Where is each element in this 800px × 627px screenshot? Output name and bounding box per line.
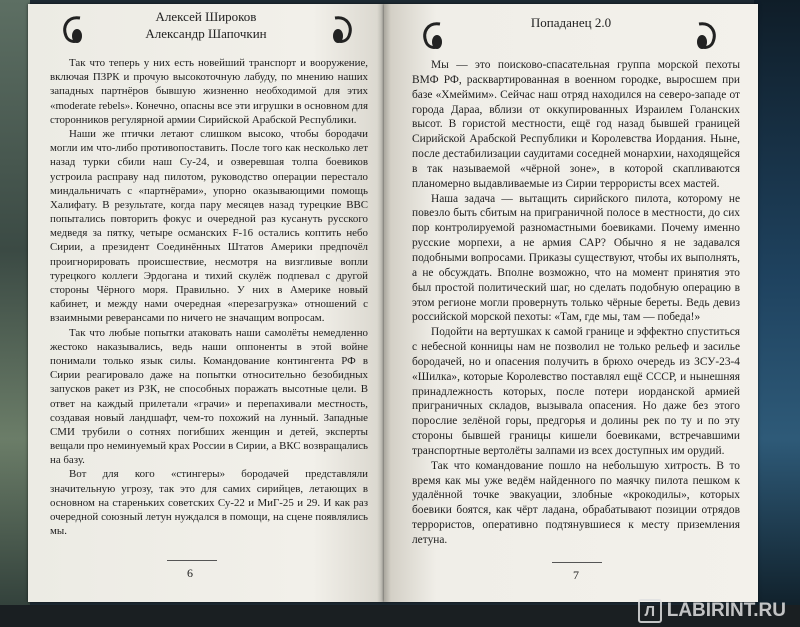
left-page-text <box>50 56 368 538</box>
watermark-logo-icon: Л <box>638 599 662 623</box>
labirint-watermark <box>638 599 786 623</box>
book-gutter <box>377 4 391 602</box>
footer-rule <box>552 562 602 563</box>
footer-rule <box>167 560 217 561</box>
page-number: 7 <box>573 568 579 582</box>
right-page-text <box>412 58 740 548</box>
paragraph: Подойти на вертушках к самой границе и эффектно спуститься с небесной конницы нам не позволил не только рельеф и засилье бородачей, но и опасения получить в брюхо очередь из ЗСУ-23-4 «Шилка», которые Королевство поставлял ещё СССР, и нынешняя принадлежность которых, после потери иорданской армией приграничных складов, вызывала опасения. Но даже без этого порослие зелёной горы, предгорья и долины рек по ту и по эту стороны бывшей границы кишели боевиками, встречавшими транспортные вертолёты залпами из всех доступных им орудий. <box>412 326 740 457</box>
background-right <box>754 0 800 627</box>
author-name: Александр Шапочкин <box>145 26 267 41</box>
paragraph: Наша задача — вытащить сирийского пилота, которому не повезло быть сбитым на приграничной полосе в местности, до сих пор контролируемой разномастными боевиками. Почему именно русские морпехи, а не армия САР? Обычно я не задавался подобными вопросами. Приказы существуют, чтобы их выполнять, а не обсуждать. Вполне возможно, что на момент принятия это был простой политический шаг, но сделать подобную операцию в этом регионе могли провернуть только чёрные береты. Ведь девиз российской морской пехоты: «Там, где мы, там — победа!» <box>412 192 740 324</box>
page-number: 6 <box>187 566 193 580</box>
paragraph: Наши же птички летают слишком высоко, чтобы бородачи могли им что-либо противопоставить. После того как несколько лет назад турки сбили наш Су-24, и озверевшая толпа боевиков устроила расправу над пилотом, руководство операции перестало миндальничать с «партнёрами», упорно оказывающими помощь Халифату. В результате, когда пару месяцев назад турецкие ВВС попытались повторить фокус и очередной раз кусануть русского медведя за пятку, четыре османских F-16 остались коптить небо Сирии, а президент Соединённых Штатов Америки предпочёл проигнорировать происшествие, несмотря на визгливые вопли турецкого коллеги Эрдогана и тихий скулёж подпевал с другой стороны Чёрного моря. Правильно. У них в Америке новый кабинет, и между нами очередная «перезагрузка» отношений с взаимными реверансами по ничего не значащим вопросам. <box>50 127 368 325</box>
paragraph: Мы — это поисково-спасательная группа морской пехоты ВМФ РФ, расквартированная в военном городке, выросшем при базе «Хмеймим». Сейчас наш отряд находился на северо-западе от города Дараа, вблизи от оккупированных Израилем Голанских высот. В гористой местности, ещё год назад бывшей границей Сирийской Арабской Республики и Королевства Иордания. Ныне, после дестабилизации саудитами соседней монархии, находящейся в так называемой «чёрной зоне», в которой скапливаются планомерно выдавливаемые из Сирии террористы всех мастей. <box>412 59 740 190</box>
paragraph: Так что командование пошло на небольшую хитрость. В то время как мы уже ведём найденного по маячку пилота пешком к удалённой точке эвакуации, злобные «крокодилы», которых боевики боятся, как чёрт ладана, обрабатывают позиции отрядов террористов, оперативно подтянувшиеся к месту приземления летуна. <box>412 459 740 546</box>
watermark-text: LABIRINT.RU <box>666 600 786 621</box>
author-name: Алексей Широков <box>155 9 257 24</box>
paragraph: Так что теперь у них есть новейший транспорт и вооружение, включая ПЗРК и прочую высокоточную лабуду, по мнению наших западных партнёров бывшую жизненно необходимой для этих «moderate rebels». Конечно, опасны все эти игрушки в основном для сторонников регулярной армии Сирийской Арабской Республики. <box>50 57 368 126</box>
paragraph: Так что любые попытки атаковать наши самолёты немедленно жестоко наказывались, ведь наши оппоненты в этой войне понимали только язык силы. Командование контингента РФ в Сирии реагировало даже на попытки относительно безобидных запусков ракет из РЗК, не способных поражать высотные цели. В ответ на каждый прилетали «грачи» и перепахивали местность, создавая новый ландшафт, чем-то похожий на лунный. Западные СМИ трубили о сотнях погибших женщин и детей, эксперты вещали про неминуемый крах России в Сирии, а ВКС возвращались на базу. <box>50 326 368 467</box>
background-left <box>0 0 30 627</box>
paragraph: Вот для кого «стингеры» бородачей представляли значительную угрозу, так это для самих сирийцев, летающих в основном на стареньких советских Су-22 и МиГ-25 и 29. И как раз очередной союзный летун нуждался в помощи, на сцене появлялись мы. <box>50 468 368 538</box>
book-title: Попаданец 2.0 <box>530 15 612 30</box>
right-page-header <box>384 14 758 31</box>
left-page-header <box>28 8 384 42</box>
